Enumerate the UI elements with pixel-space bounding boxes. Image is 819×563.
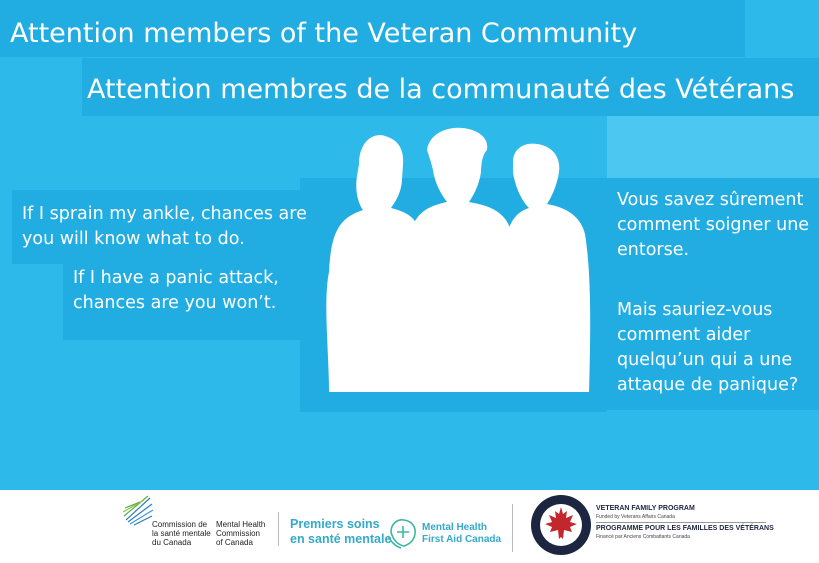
left-text-line2: If I have a panic attack, chances are you won’t. <box>73 268 279 313</box>
light-panel <box>607 116 819 178</box>
veterans-families-seal-icon <box>530 494 592 556</box>
mhfa-name-en: Mental Health First Aid Canada <box>422 522 502 545</box>
left-figure <box>326 135 419 392</box>
left-text-line1: If I sprain my ankle, chances are you will know what to do. <box>22 204 307 249</box>
vfp-title-en: VETERAN FAMILY PROGRAM <box>596 505 695 512</box>
mhfa-name-fr: Premiers soins en santé mentale <box>290 517 392 546</box>
right-figure <box>503 144 590 392</box>
footer-divider <box>512 504 513 552</box>
footer <box>0 490 819 563</box>
title-fr: Attention membres de la communauté des Vétérans <box>87 74 795 105</box>
vfp-separator <box>596 522 766 523</box>
vfp-title-fr: PROGRAMME POUR LES FAMILLES DES VÉTÉRANS <box>596 525 774 532</box>
mhcc-name-en: Mental Health Commission of Canada <box>216 520 266 547</box>
vfp-funded-fr: Financé par Anciens Combattants Canada <box>596 534 690 540</box>
vfp-funded-en: Funded by Veterans Affairs Canada <box>596 514 675 520</box>
mhfa-logo-icon <box>385 516 421 550</box>
footer-divider <box>278 512 279 546</box>
mhcc-name-fr: Commission de la santé mentale du Canada <box>152 520 211 547</box>
mhcc-logo-icon <box>122 494 154 526</box>
title-en: Attention members of the Veteran Community <box>10 18 638 49</box>
middle-figure <box>408 128 515 392</box>
veterans-silhouette-icon <box>307 122 597 412</box>
right-text-line2: Mais sauriez-vous comment aider quelqu’un qui a une attaque de panique? <box>617 300 799 395</box>
right-text-line1: Vous savez sûrement comment soigner une entorse. <box>617 190 810 260</box>
